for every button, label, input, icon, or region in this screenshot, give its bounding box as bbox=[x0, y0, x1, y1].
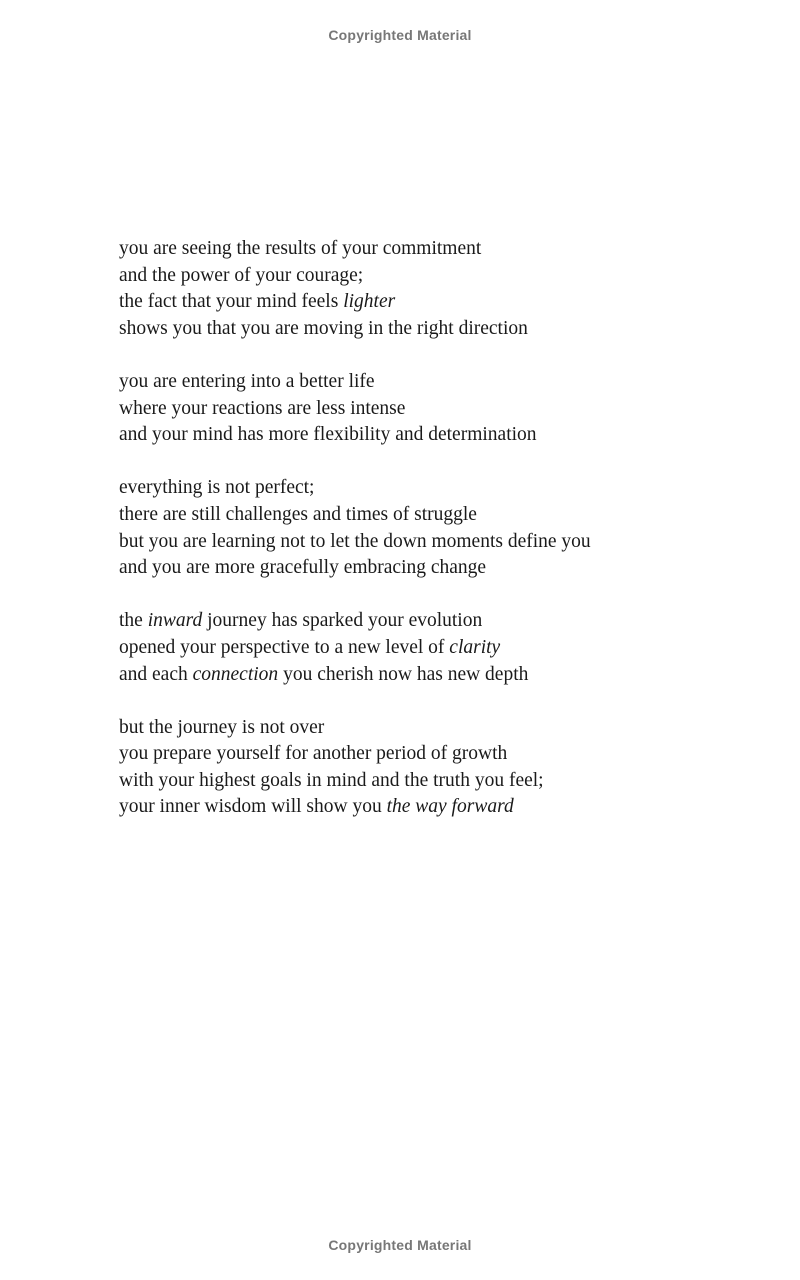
line-text: the fact that your mind feels bbox=[119, 291, 344, 313]
italic-emphasis: the way forward bbox=[386, 796, 514, 818]
poem-line bbox=[119, 662, 779, 689]
poem-line bbox=[119, 635, 779, 662]
line-text: your inner wisdom will show you bbox=[119, 796, 387, 818]
stanza-5 bbox=[119, 715, 779, 821]
line-text: journey has sparked your evolution bbox=[202, 610, 483, 632]
poem-line: there are still challenges and times of struggle bbox=[119, 503, 477, 525]
italic-emphasis: lighter bbox=[343, 291, 396, 313]
poem-line: and your mind has more flexibility and determination bbox=[119, 424, 537, 446]
stanza-2 bbox=[119, 369, 779, 449]
poem-line: you are seeing the results of your commitment bbox=[119, 238, 482, 259]
poem-line: with your highest goals in mind and the truth you feel; bbox=[119, 769, 544, 791]
poem-line: but the journey is not over bbox=[119, 716, 325, 738]
poem-line bbox=[119, 608, 779, 635]
poem-line: you are entering into a better life bbox=[119, 370, 375, 392]
poem-line: and you are more gracefully embracing change bbox=[119, 557, 487, 579]
italic-emphasis: clarity bbox=[449, 636, 501, 658]
copyright-watermark-bottom: Copyrighted Material bbox=[328, 1237, 472, 1253]
italic-emphasis: inward bbox=[147, 610, 203, 632]
line-text: opened your perspective to a new level of bbox=[119, 636, 450, 658]
line-text: you cherish now has new depth bbox=[278, 663, 529, 685]
line-text: and each bbox=[119, 663, 193, 685]
poem-line: but you are learning not to let the down moments define you bbox=[119, 530, 591, 552]
poem-line: you prepare yourself for another period of growth bbox=[119, 743, 508, 765]
poem-line: everything is not perfect; bbox=[119, 477, 315, 499]
poem-body bbox=[119, 236, 779, 848]
line-text: the bbox=[119, 610, 148, 632]
poem-line: shows you that you are moving in the right direction bbox=[119, 317, 528, 339]
stanza-4 bbox=[119, 608, 779, 688]
stanza-3 bbox=[119, 475, 779, 581]
poem-line: and the power of your courage; bbox=[119, 264, 364, 286]
poem-line bbox=[119, 289, 779, 316]
copyright-watermark-top: Copyrighted Material bbox=[328, 27, 472, 43]
poem-line: where your reactions are less intense bbox=[119, 397, 406, 419]
poem-line bbox=[119, 794, 779, 821]
italic-emphasis: connection bbox=[192, 663, 279, 685]
stanza-1 bbox=[119, 236, 779, 342]
